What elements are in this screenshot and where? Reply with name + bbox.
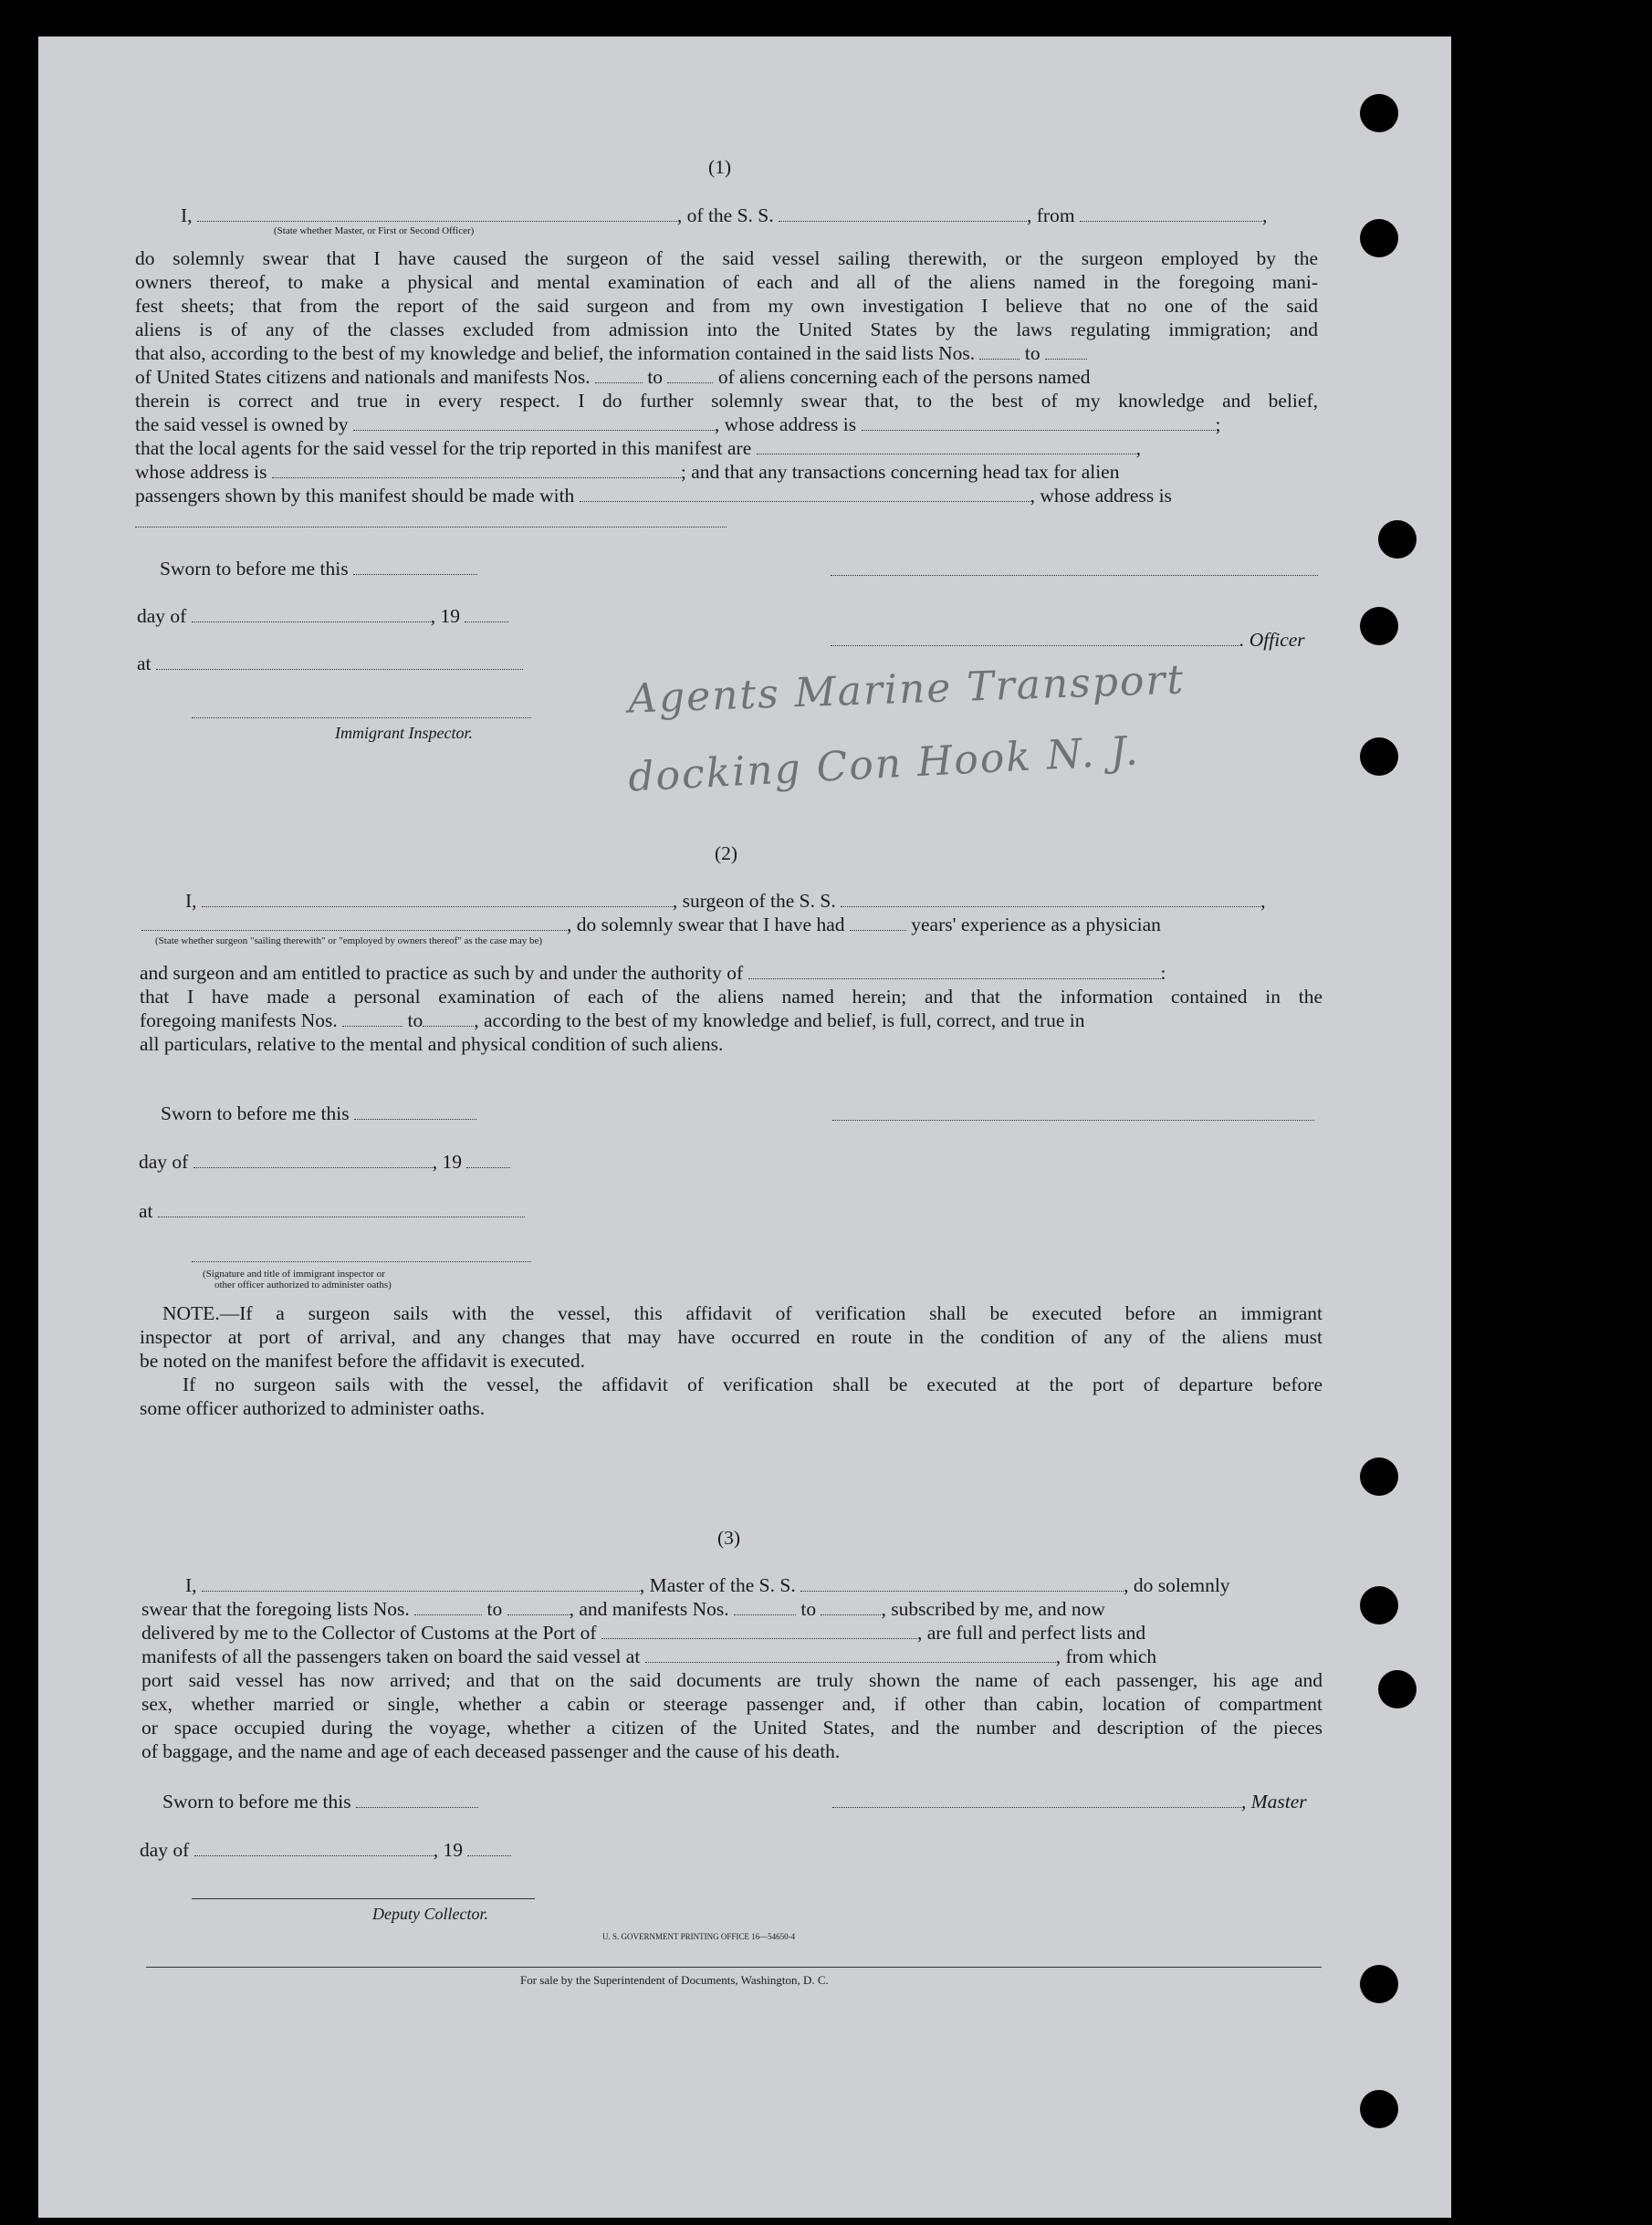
text-fragment: the said vessel is owned by <box>135 413 349 435</box>
binder-hole <box>1360 607 1398 645</box>
paragraph-line: aliens is of any of the classes excluded from admission into the United States by the laws regulating immigration; and <box>135 319 1318 340</box>
master-signature-field[interactable] <box>832 1794 1241 1808</box>
paragraph-line <box>135 341 1087 365</box>
paragraph-line: sex, whether married or single, whether a cabin or steerage passenger and, if other than cabin, location of compartment <box>141 1693 1323 1715</box>
officer-name-field[interactable] <box>197 208 677 222</box>
text-fragment: swear that the foregoing lists Nos. <box>141 1598 410 1620</box>
text-fragment: , whose address is <box>1030 485 1172 507</box>
sworn-date-field[interactable] <box>356 1794 478 1808</box>
paragraph-line: fest sheets; that from the report of the said surgeon and from my own investigation I believe that no one of the said <box>135 295 1318 317</box>
text-fragment: that the local agents for the said vessel for the trip reported in this manifest are <box>135 437 752 459</box>
port-field[interactable] <box>601 1625 917 1639</box>
paragraph-line <box>140 1008 1085 1032</box>
binder-hole <box>1360 219 1398 257</box>
inspector-signature-line[interactable] <box>192 1261 531 1262</box>
manifest-to-field[interactable] <box>667 370 713 383</box>
sworn-date-field[interactable] <box>353 561 477 575</box>
text-fragment: to <box>1024 342 1040 364</box>
paragraph-line <box>135 365 1091 389</box>
text-fragment: delivered by me to the Collector of Customs at the Port of <box>141 1622 597 1644</box>
dayof-label <box>140 1838 511 1862</box>
text-fragment: , 19 <box>432 1151 462 1173</box>
list-from-field[interactable] <box>979 346 1019 360</box>
binder-hole <box>1378 520 1417 559</box>
officer-title-field[interactable] <box>831 632 1239 646</box>
paragraph-line <box>141 1621 1145 1645</box>
departure-port-field[interactable] <box>1080 208 1262 222</box>
text-fragment: passengers shown by this manifest should be made with <box>135 485 575 507</box>
text-fragment: whose address is <box>135 461 267 483</box>
day-field[interactable] <box>194 1843 434 1856</box>
paragraph-line: do solemnly swear that I have caused the surgeon of the said vessel sailing therewith, or the surgeon employed by the <box>135 247 1318 269</box>
text-fragment: and surgeon and am entitled to practice as such by and under the authority of <box>140 962 744 984</box>
surgeon-status-field[interactable] <box>141 917 567 931</box>
binder-hole <box>1378 1670 1417 1708</box>
text-fragment: , are full and perfect lists and <box>916 1622 1146 1644</box>
text-fragment: years' experience as a physician <box>911 914 1161 935</box>
oath-line <box>141 913 1161 936</box>
sworn-label <box>162 1790 478 1813</box>
collector-label: Deputy Collector. <box>372 1905 488 1923</box>
sworn-label <box>161 1102 476 1125</box>
text-fragment: I, <box>185 1574 197 1596</box>
boarding-port-field[interactable] <box>645 1649 1056 1663</box>
paragraph-line <box>135 413 1220 436</box>
ship-name-field[interactable] <box>779 208 1027 222</box>
text-fragment: I, <box>181 204 193 226</box>
manifest-to-field[interactable] <box>423 1013 474 1027</box>
oath-line <box>185 889 1265 913</box>
surgeon-signature-line[interactable] <box>832 1120 1314 1121</box>
inspector-label: Immigrant Inspector. <box>335 724 473 742</box>
year-field[interactable] <box>465 609 508 622</box>
sworn-date-field[interactable] <box>354 1106 476 1120</box>
text-fragment: , do solemnly <box>1124 1574 1230 1596</box>
text-fragment: of aliens concerning each of the persons named <box>717 366 1091 388</box>
at-label <box>137 652 523 675</box>
binder-hole <box>1360 1457 1398 1496</box>
text-fragment: ; <box>1215 413 1221 435</box>
authority-field[interactable] <box>748 966 1161 979</box>
text-fragment: I, <box>185 890 197 912</box>
binder-hole <box>1360 1965 1398 2003</box>
day-field[interactable] <box>193 1154 433 1168</box>
field-caption: (State whether Master, or First or Second Officer) <box>274 225 475 236</box>
note-line: NOTE.—If a surgeon sails with the vessel, this affidavit of verification shall be executed before an immigrant <box>162 1302 1323 1324</box>
list-from-field[interactable] <box>414 1602 482 1615</box>
head-tax-agent-field[interactable] <box>580 488 1030 502</box>
text-fragment: ; and that any transactions concerning head tax for alien <box>680 461 1120 483</box>
text-fragment: , of the S. S. <box>676 204 774 226</box>
text-fragment: , do solemnly swear that I have had <box>567 914 845 935</box>
text-fragment: to <box>407 1009 423 1031</box>
text-fragment: , according to the best of my knowledge and belief, is full, correct, and true in <box>474 1009 1085 1031</box>
text-fragment: Sworn to before me this <box>161 1102 350 1124</box>
paragraph-line <box>135 484 1172 507</box>
master-label: , Master <box>1241 1791 1307 1812</box>
note-line: If no surgeon sails with the vessel, the affidavit of verification shall be executed at the port of departure before <box>183 1374 1323 1395</box>
field-caption: (State whether surgeon "sailing therewith" or "employed by owners thereof" as the case may be) <box>155 935 543 946</box>
binder-hole <box>1360 2090 1398 2128</box>
footer-rule <box>146 1967 1322 1968</box>
manifest-from-field[interactable] <box>595 370 643 383</box>
paragraph-line: of baggage, and the name and age of each deceased passenger and the cause of his death. <box>141 1740 841 1762</box>
text-fragment: , Master of the S. S. <box>639 1574 796 1596</box>
text-fragment: at <box>137 653 152 674</box>
paragraph-line: that I have made a personal examination of each of the aliens named herein; and that the information contained in the <box>140 986 1323 1008</box>
oath-line <box>185 1573 1230 1597</box>
master-name-field[interactable] <box>202 1578 640 1592</box>
manifest-from-field[interactable] <box>734 1602 796 1615</box>
paragraph-line: all particulars, relative to the mental and physical condition of such aliens. <box>140 1033 724 1055</box>
year-field[interactable] <box>466 1154 510 1168</box>
officer-signature-line[interactable] <box>831 575 1318 576</box>
master-line <box>832 1790 1307 1813</box>
binder-hole <box>1360 737 1398 776</box>
paragraph-line <box>135 436 1141 460</box>
text-fragment: , 19 <box>430 605 460 627</box>
text-fragment: day of <box>137 605 187 627</box>
section-number: (2) <box>715 842 738 864</box>
manifest-to-field[interactable] <box>821 1602 881 1615</box>
ship-name-field[interactable] <box>800 1578 1124 1592</box>
place-field[interactable] <box>156 656 523 670</box>
paragraph-line: owners thereof, to make a physical and mental examination of each and all of the aliens named in the foregoing mani- <box>135 271 1318 293</box>
owner-field[interactable] <box>353 417 715 431</box>
text-fragment: day of <box>140 1839 190 1861</box>
text-fragment: to <box>800 1598 817 1620</box>
text-fragment: , surgeon of the S. S. <box>672 890 836 912</box>
paragraph-line <box>140 961 1166 985</box>
note-line: inspector at port of arrival, and any changes that may have occurred en route in the condition of any of the aliens must <box>140 1326 1323 1348</box>
paragraph-line: or space occupied during the voyage, whether a citizen of the United States, and the number and description of the pieces <box>141 1717 1323 1739</box>
text-fragment: Sworn to before me this <box>162 1791 351 1812</box>
section-number: (1) <box>708 156 732 178</box>
ship-name-field[interactable] <box>841 893 1260 907</box>
note-line: be noted on the manifest before the affidavit is executed. <box>140 1350 585 1372</box>
year-field[interactable] <box>467 1843 511 1856</box>
officer-label: . Officer <box>1239 629 1305 651</box>
text-fragment: , from <box>1027 204 1075 226</box>
paragraph-line: therein is correct and true in every respect. I do further solemnly swear that, to the best of my knowledge and belief, <box>135 390 1318 412</box>
officer-label-line <box>831 628 1305 652</box>
text-fragment: to <box>647 366 664 388</box>
at-label <box>139 1199 525 1223</box>
text-fragment: Sworn to before me this <box>160 558 349 580</box>
years-experience-field[interactable] <box>850 917 906 931</box>
text-fragment: , from which <box>1055 1645 1157 1667</box>
text-fragment: , subscribed by me, and now <box>881 1598 1105 1620</box>
dayof-label <box>139 1150 510 1174</box>
owner-address-field[interactable] <box>862 417 1216 431</box>
text-fragment: , <box>1135 437 1141 459</box>
text-fragment: , and manifests Nos. <box>569 1598 729 1620</box>
day-field[interactable] <box>192 609 431 622</box>
paragraph-line <box>141 1645 1156 1668</box>
address-field-line[interactable] <box>135 527 727 528</box>
text-fragment: , 19 <box>433 1839 463 1861</box>
sworn-label <box>160 557 477 580</box>
text-fragment: to <box>486 1598 503 1620</box>
paragraph-line <box>141 1597 1105 1621</box>
sale-notice: For sale by the Superintendent of Documents, Washington, D. C. <box>520 1973 829 1987</box>
inspector-signature-line[interactable] <box>192 717 531 718</box>
binder-hole <box>1360 94 1398 132</box>
text-fragment: manifests of all the passengers taken on board the said vessel at <box>141 1645 641 1667</box>
text-fragment: at <box>139 1200 153 1222</box>
list-to-field[interactable] <box>1045 346 1087 360</box>
print-office-imprint: U. S. GOVERNMENT PRINTING OFFICE 16—54650-4 <box>602 1932 796 1941</box>
signature-caption: (Signature and title of immigrant inspector or <box>203 1269 385 1280</box>
text-fragment: that also, according to the best of my knowledge and belief, the information contained in the said lists Nos. <box>135 342 976 364</box>
place-field[interactable] <box>158 1204 525 1217</box>
signature-caption: other officer authorized to administer oaths) <box>214 1280 392 1290</box>
text-fragment: day of <box>139 1151 189 1173</box>
binder-hole <box>1360 1586 1398 1624</box>
paragraph-line <box>135 460 1119 484</box>
handwritten-note: Agents Marine Transport <box>627 656 1186 723</box>
manifest-from-field[interactable] <box>342 1013 403 1027</box>
text-fragment: foregoing manifests Nos. <box>140 1009 338 1031</box>
agents-address-field[interactable] <box>272 465 681 478</box>
section-number: (3) <box>717 1527 741 1549</box>
list-to-field[interactable] <box>507 1602 570 1615</box>
paragraph-line: port said vessel has now arrived; and that on the said documents are truly shown the name of each passenger, his age and <box>141 1669 1323 1691</box>
note-line: some officer authorized to administer oaths. <box>140 1397 486 1419</box>
local-agents-field[interactable] <box>757 441 1136 454</box>
dayof-label <box>137 604 508 628</box>
surgeon-name-field[interactable] <box>202 893 673 907</box>
text-fragment: , whose address is <box>714 413 857 435</box>
collector-signature-line[interactable] <box>192 1898 535 1899</box>
text-fragment: of United States citizens and nationals and manifests Nos. <box>135 366 591 388</box>
handwritten-note: docking Con Hook N. J. <box>627 727 1141 801</box>
oath-line <box>181 204 1267 227</box>
text-fragment: , <box>1261 204 1268 226</box>
text-fragment: , <box>1260 890 1266 912</box>
text-fragment: : <box>1160 962 1166 984</box>
